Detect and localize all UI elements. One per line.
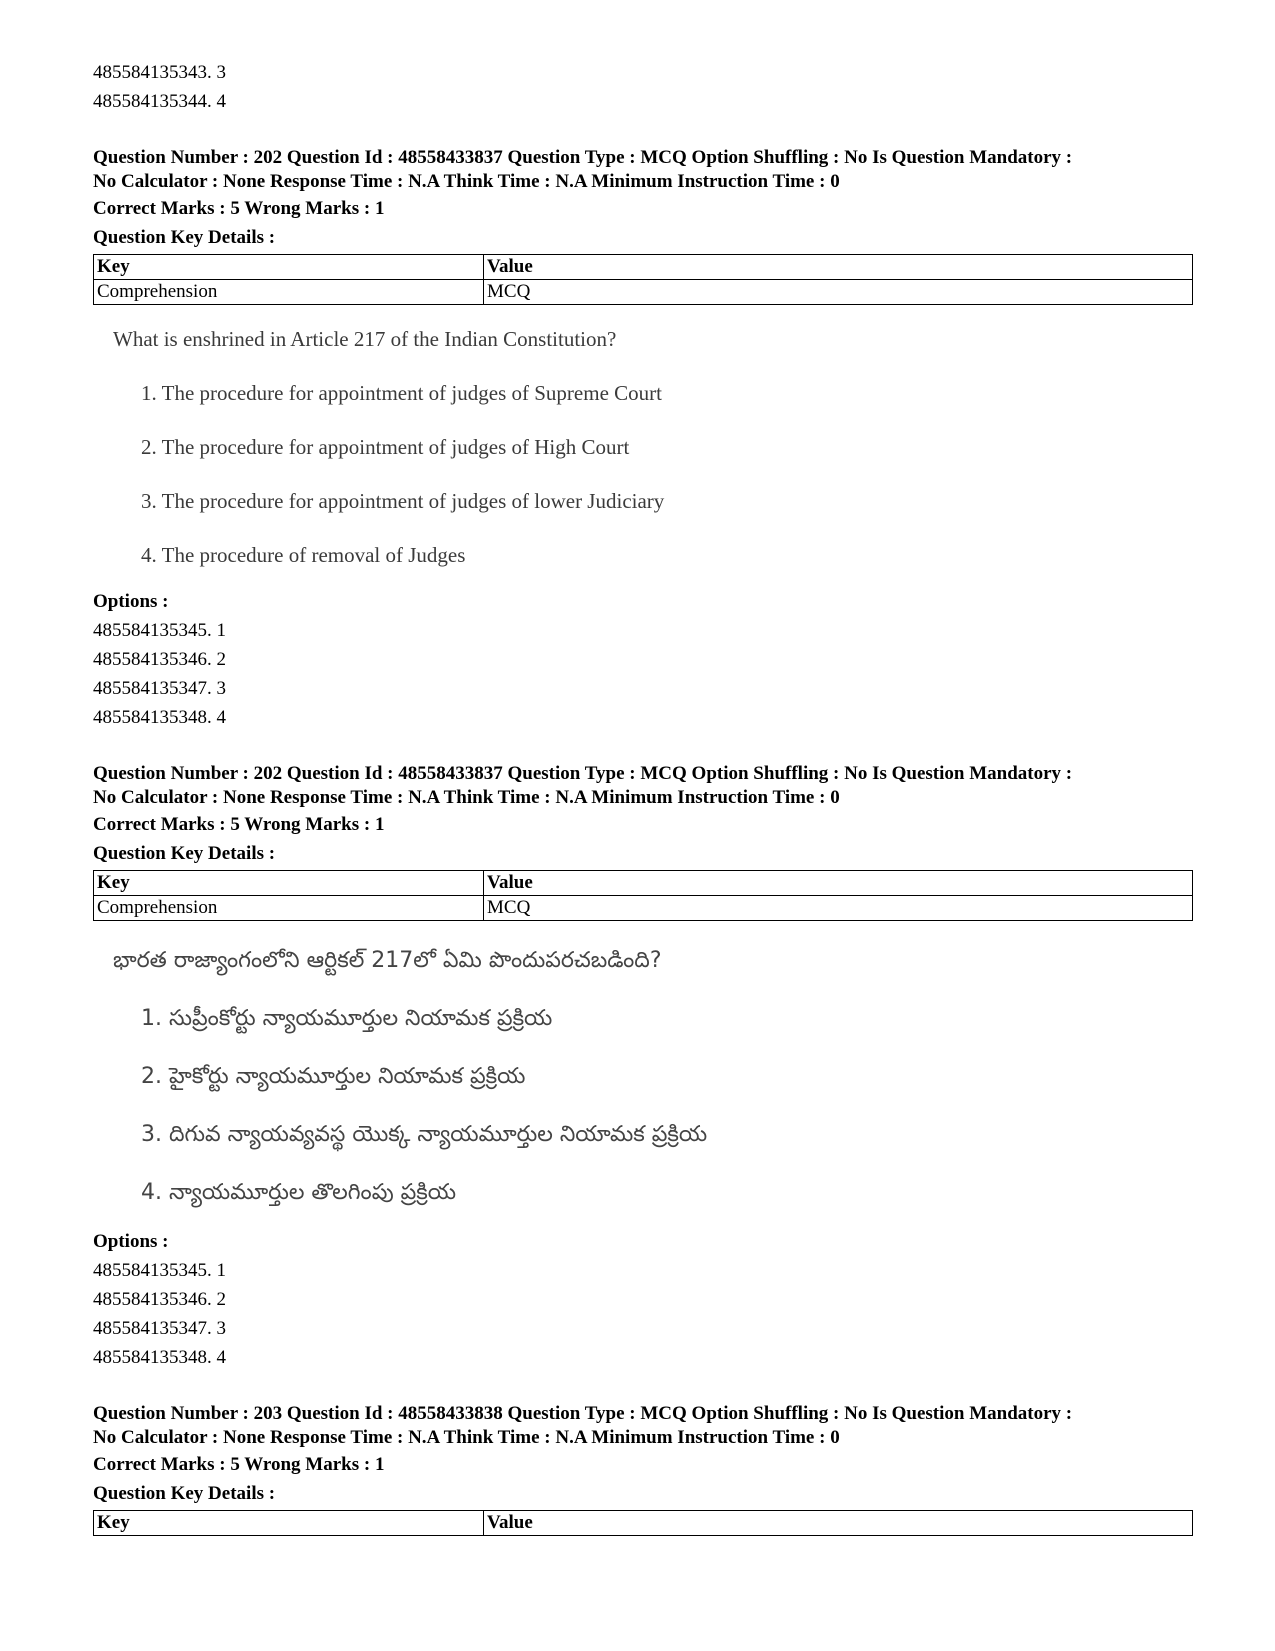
top-options-list (93, 58, 1193, 116)
table-header-value: Value (484, 871, 1193, 896)
question-meta-line-2: No Calculator : None Response Time : N.A Think Time : N.A Minimum Instruction Time : 0 (93, 787, 840, 808)
question-meta-line-2: No Calculator : None Response Time : N.A Think Time : N.A Minimum Instruction Time : 0 (93, 171, 840, 192)
table-header-row (94, 1511, 1193, 1536)
option-line: 485584135347. 3 (93, 1318, 226, 1339)
option-line: 485584135348. 4 (93, 707, 226, 728)
question-meta-line-2: No Calculator : None Response Time : N.A Think Time : N.A Minimum Instruction Time : 0 (93, 1427, 840, 1448)
options-label: Options : (93, 1231, 169, 1252)
table-row (94, 896, 1193, 921)
key-details-label: Question Key Details : (93, 843, 276, 864)
question-block (93, 146, 1193, 732)
option-line: 485584135346. 2 (93, 649, 226, 670)
choice-text: 1. The procedure for appointment of judges of Supreme Court (141, 381, 662, 405)
table-header-value: Value (484, 255, 1193, 280)
option-line: 485584135343. 3 (93, 62, 226, 83)
key-details-table (93, 254, 1193, 305)
option-line: 485584135344. 4 (93, 91, 226, 112)
question-image-english (93, 325, 1193, 569)
table-cell-value: MCQ (484, 896, 1193, 921)
choice-text: 3. The procedure for appointment of judges of lower Judiciary (141, 489, 665, 513)
choice-text: 2. హైకోర్టు న్యాయమూర్తుల నియామక ప్రక్రియ (141, 1064, 526, 1089)
options-label: Options : (93, 591, 169, 612)
table-header-key: Key (94, 255, 484, 280)
question-block (93, 1402, 1193, 1536)
key-details-label: Question Key Details : (93, 1483, 276, 1504)
table-header-key: Key (94, 871, 484, 896)
choice-text: 3. దిగువ న్యాయవ్యవస్థ యొక్క న్యాయమూర్తుల నియామక ప్రక్రియ (141, 1122, 708, 1147)
table-cell-value: MCQ (484, 280, 1193, 305)
marks-line: Correct Marks : 5 Wrong Marks : 1 (93, 1454, 385, 1475)
table-row (94, 280, 1193, 305)
choice-text: 2. The procedure for appointment of judges of High Court (141, 435, 630, 459)
marks-line: Correct Marks : 5 Wrong Marks : 1 (93, 814, 385, 835)
option-line: 485584135347. 3 (93, 678, 226, 699)
question-image-telugu (93, 947, 1193, 1207)
key-details-table (93, 1510, 1193, 1536)
option-line: 485584135345. 1 (93, 620, 226, 641)
option-line: 485584135346. 2 (93, 1289, 226, 1310)
choice-text: 4. న్యాయమూర్తుల తొలగింపు ప్రక్రియ (141, 1180, 457, 1205)
question-meta-line-1: Question Number : 202 Question Id : 48558433837 Question Type : MCQ Option Shuffling : No Is Question Mandatory : (93, 763, 1073, 784)
table-cell-key: Comprehension (94, 280, 484, 305)
table-header-row (94, 255, 1193, 280)
question-text: What is enshrined in Article 217 of the Indian Constitution? (113, 327, 617, 351)
table-header-row (94, 871, 1193, 896)
table-cell-key: Comprehension (94, 896, 484, 921)
question-block (93, 762, 1193, 1372)
key-details-table (93, 870, 1193, 921)
question-text: భారత రాజ్యాంగంలోని ఆర్టికల్ 217లో ఏమి పొందుపరచబడింది? (113, 948, 662, 973)
document-page (93, 58, 1193, 1536)
key-details-label: Question Key Details : (93, 227, 276, 248)
marks-line: Correct Marks : 5 Wrong Marks : 1 (93, 198, 385, 219)
option-line: 485584135348. 4 (93, 1347, 226, 1368)
table-header-value: Value (484, 1511, 1193, 1536)
question-meta-line-1: Question Number : 203 Question Id : 48558433838 Question Type : MCQ Option Shuffling : No Is Question Mandatory : (93, 1403, 1073, 1424)
choice-text: 1. సుప్రీంకోర్టు న్యాయమూర్తుల నియామక ప్రక్రియ (141, 1006, 553, 1031)
choice-text: 4. The procedure of removal of Judges (141, 543, 466, 567)
option-line: 485584135345. 1 (93, 1260, 226, 1281)
table-header-key: Key (94, 1511, 484, 1536)
question-meta-line-1: Question Number : 202 Question Id : 48558433837 Question Type : MCQ Option Shuffling : No Is Question Mandatory : (93, 147, 1073, 168)
